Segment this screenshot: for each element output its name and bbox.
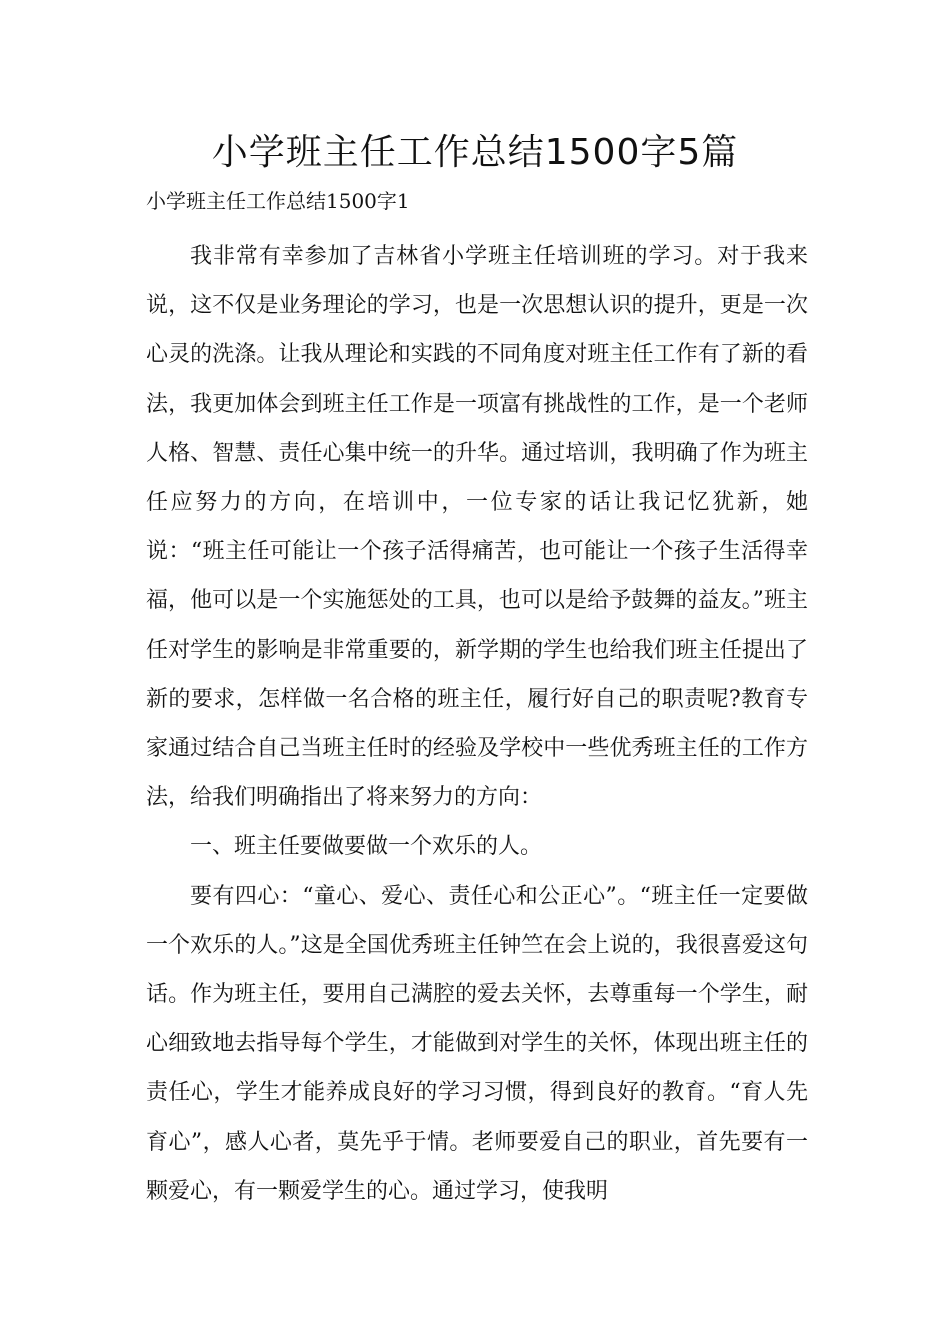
paragraph-point-one: 一、班主任要做要做一个欢乐的人。 [190,834,543,860]
document-title: 小学班主任工作总结1500字5篇 [211,132,739,173]
document-body [146,232,808,1216]
paragraph-intro: 我非常有幸参加了吉林省小学班主任培训班的学习。对于我来说，这不仅是业务理论的学习，也是一次思想认识的提升，更是一次心灵的洗涤。让我从理论和实践的不同角度对班主任工作有了新的看法，我更加体会到班主任工作是一项富有挑战性的工作，是一个老师人格、智慧、责任心集中统一的升华。通过培训，我明确了作为班主任应努力的方向，在培训中，一位专家的话让我记忆犹新，她说：“班主任可能让一个孩子活得痛苦，也可能让一个孩子生活得幸福，他可以是一个实施惩处的工具，也可以是给予鼓舞的益友。”班主任对学生的影响是非常重要的，新学期的学生也给我们班主任提出了新的要求，怎样做一名合格的班主任，履行好自己的职责呢?教育专家通过结合自己当班主任时的经验及学校中一些优秀班主任的工作方法，给我们明确指出了将来努力的方向： [146,244,808,811]
section-heading: 小学班主任工作总结1500字1 [146,189,410,213]
paragraph-four-hearts: 要有四心：“童心、爱心、责任心和公正心”。“班主任一定要做一个欢乐的人。”这是全国优秀班主任钟竺在会上说的，我很喜爱这句话。作为班主任，要用自己满腔的爱去关怀，去尊重每一个学生，耐心细致地去指导每个学生，才能做到对学生的关怀，体现出班主任的责任心，学生才能养成良好的学习习惯，得到良好的教育。“育人先育心”，感人心者，莫先乎于情。老师要爱自己的职业，首先要有一颗爱心，有一颗爱学生的心。通过学习，使我明 [146,883,808,1204]
